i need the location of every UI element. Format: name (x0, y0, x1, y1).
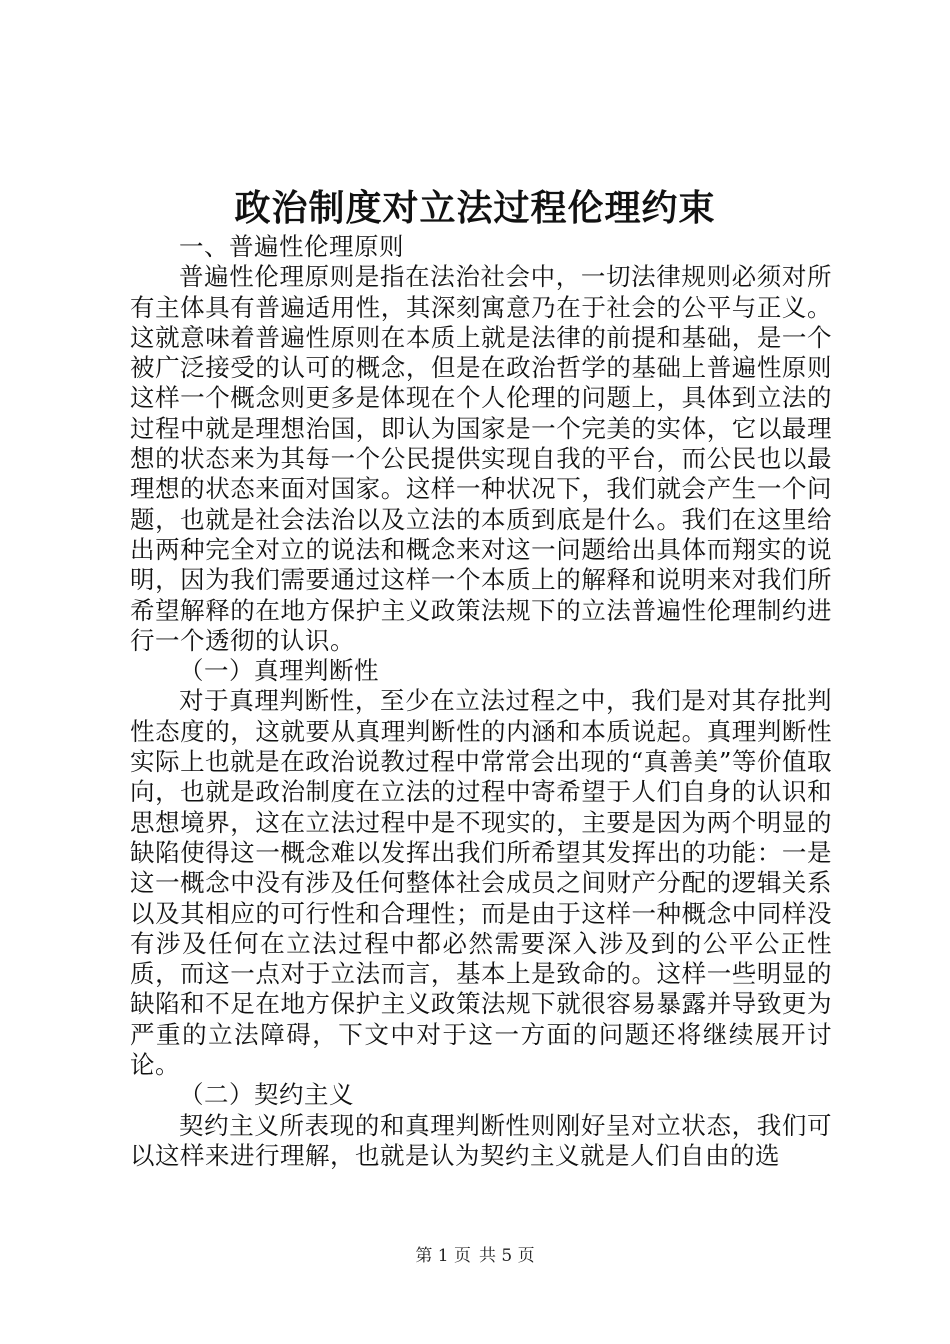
document-title: 政治制度对立法过程伦理约束 (234, 187, 716, 229)
page-footer (0, 1244, 950, 1268)
paragraph: 对于真理判断性，至少在立法过程之中，我们是对其存批判性态度的，这就要从真理判断性的内涵和本质说起。真理判断性实际上也就是在政治说教过程中常常会出现的“真善美”等价值取向，也就是政治制度在立法的过程中寄希望于人们自身的认识和思想境界，这在立法过程中是不现实的，主要是因为两个明显的缺陷使得这一概念难以发挥出我们所希望其发挥出的功能：一是这一概念中没有涉及任何整体社会成员之间财产分配的逻辑关系以及其相应的可行性和合理性；而是由于这样一种概念中同样没有涉及任何在立法过程中都必然需要深入涉及到的公平公正性质，而这一点对于立法而言，基本上是致命的。这样一些明显的缺陷和不足在地方保护主义政策法规下就很容易暴露并导致更为严重的立法障碍，下文中对于这一方面的问题还将继续展开讨论。 (130, 686, 832, 1080)
page-number: 第 1 页 (415, 1246, 471, 1266)
page-total: 共 5 页 (479, 1246, 535, 1266)
section-heading: 一、普遍性伦理原则 (179, 232, 404, 261)
subsection-heading: （一）真理判断性 (179, 656, 379, 686)
subsection-heading: （二）契约主义 (179, 1080, 354, 1110)
document-body (130, 232, 832, 1171)
paragraph: 普遍性伦理原则是指在法治社会中，一切法律规则必须对所有主体具有普遍适用性，其深刻寓意乃在于社会的公平与正义。这就意味着普遍性原则在本质上就是法律的前提和基础，是一个被广泛接受的认可的概念，但是在政治哲学的基础上普遍性原则这样一个概念则更多是体现在个人伦理的问题上，具体到立法的过程中就是理想治国，即认为国家是一个完美的实体，它以最理想的状态来为其每一个公民提供实现自我的平台，而公民也以最理想的状态来面对国家。这样一种状况下，我们就会产生一个问题，也就是社会法治以及立法的本质到底是什么。我们在这里给出两种完全对立的说法和概念来对这一问题给出具体而翔实的说明，因为我们需要通过这样一个本质上的解释和说明来对我们所希望解释的在地方保护主义政策法规下的立法普遍性伦理制约进行一个透彻的认识。 (130, 262, 832, 655)
paragraph: 契约主义所表现的和真理判断性则刚好呈对立状态，我们可以这样来进行理解，也就是认为契约主义就是人们自由的选 (130, 1110, 832, 1170)
